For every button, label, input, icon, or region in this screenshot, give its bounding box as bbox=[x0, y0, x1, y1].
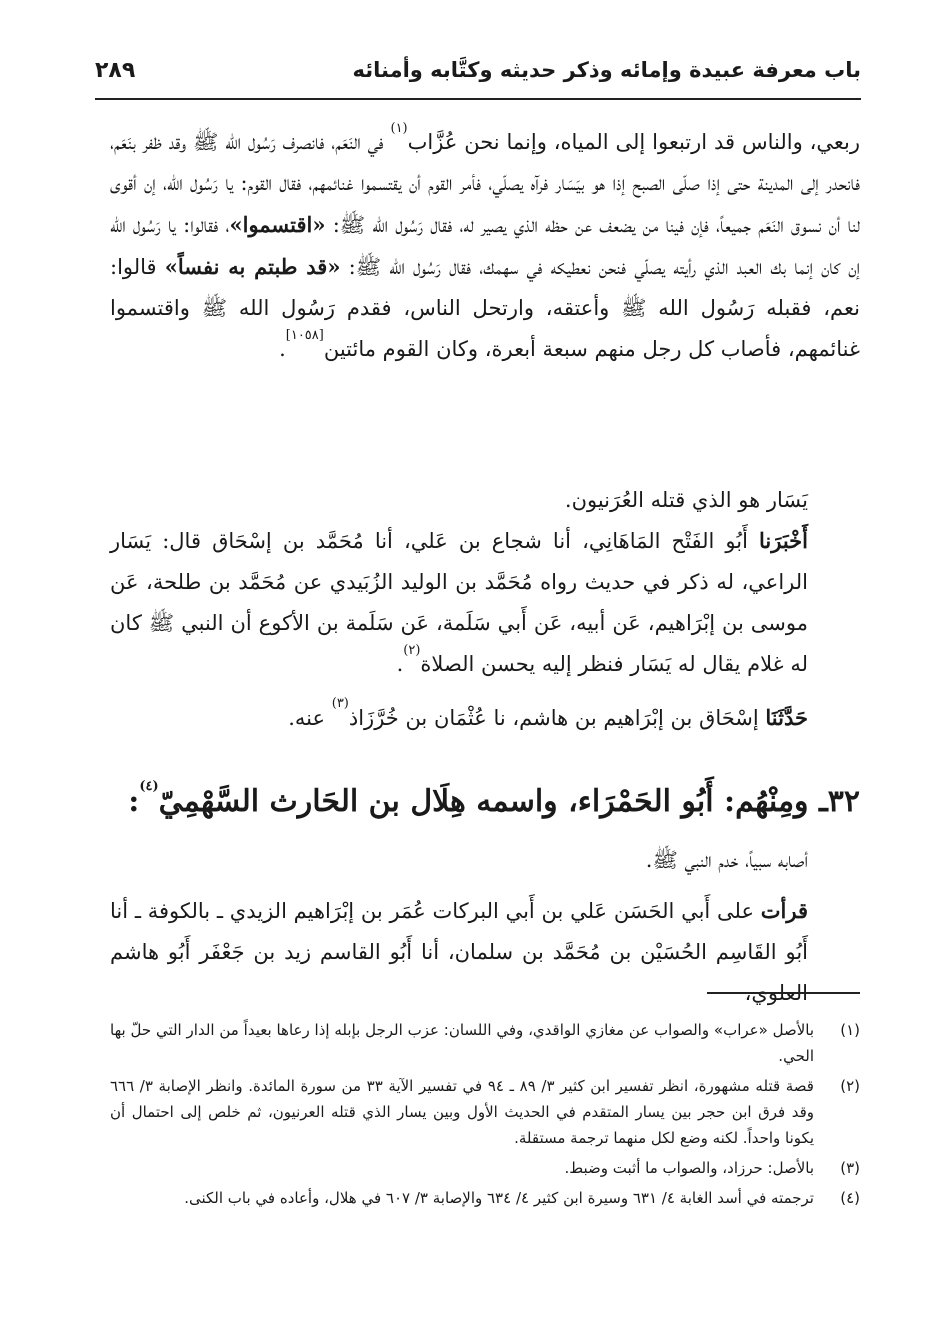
paragraph-2 bbox=[110, 480, 860, 521]
paragraph-text: ربعي، والناس قد ارتبعوا إلى المياه، وإنما نحن عُزَّاب bbox=[407, 130, 861, 154]
hadith-quote: «قد طبتم به نفساً» bbox=[164, 254, 341, 279]
paragraph-7 bbox=[110, 890, 860, 1014]
section-heading bbox=[110, 780, 860, 824]
footnote-number: (٣) bbox=[840, 1159, 860, 1177]
hadith-quote: «اقتسموا» bbox=[229, 212, 326, 237]
footnote-marker-1: (١) bbox=[390, 121, 408, 136]
paragraph-text: ، فقالوا: يا رَسُول الله إن كان إنما بك العبد الذي رأيته يصلّي فنحن نعطيكه في سهمك، فقال رَسُول الله ﷺ: bbox=[110, 213, 860, 279]
footnote-1 bbox=[110, 1017, 860, 1069]
paragraph-text: قالوا: نعم، فقبله رَسُول الله ﷺ وأعتقه، وارتحل الناس، فقدم رَسُول الله ﷺ واقتسموا غنائمهم، فأصاب كل رجل منهم سبعة أبعرة، وكان القوم مائتين bbox=[110, 255, 860, 361]
heading-end: : bbox=[128, 784, 140, 819]
paragraph-text: أَبُو الفَتْح المَاهَانِي، أنا شجاع بن عَلي، أنا مُحَمَّد بن إسْحَاق قال: يَسَار الراعي، له ذكر في حديث رواه مُحَمَّد بن الوليد الزُبَيدي عن مُحَمَّد بن طلحة، عَن موسى بن إبْرَاهيم، عَن أبيه، عَن أَبي سَلَمة، عَن سَلَمة بن الأكوع أن النبي ﷺ كان له غلام يقال له يَسَار فنظر إليه يحسن الصلاة bbox=[110, 529, 808, 676]
heading-text: ٣٢ـ ومِنْهُم: أَبُو الحَمْرَاء، واسمه هِلَال بن الحَارث السَّهْمِيّ bbox=[158, 784, 860, 819]
footnote-number: (٢) bbox=[840, 1077, 860, 1095]
isnad-lead-word: قرأت bbox=[760, 898, 808, 923]
paragraph-end: . bbox=[396, 652, 404, 676]
footnote-marker-4: (٤) bbox=[139, 779, 159, 794]
paragraph-end: . bbox=[279, 337, 286, 361]
paragraph-text: إسْحَاق بن إبْرَاهيم بن هاشم، نا عُثْمَان بن خُرَّزَاذ bbox=[348, 706, 766, 730]
footnote-text: بالأصل «عراب» والصواب عن مغازي الواقدي، وفي اللسان: عزب الرجل بإبله إذا رعاها بعيداً من الدار التي حلّ بها الحي. bbox=[110, 1021, 814, 1065]
footnote-marker-3: (٣) bbox=[331, 696, 349, 711]
paragraph-text: يَسَار هو الذي قتله العُرَنيون. bbox=[564, 488, 808, 512]
page-header bbox=[95, 52, 861, 100]
footnote-3 bbox=[110, 1155, 860, 1181]
footnote-number: (١) bbox=[840, 1021, 860, 1039]
isnad-lead-word: أَخْبَرَنا bbox=[759, 528, 808, 553]
reference-number: [١٠٥٨] bbox=[285, 328, 324, 343]
paragraph-4 bbox=[110, 697, 860, 739]
paragraph-text: عنه. bbox=[288, 706, 332, 730]
page-number: ٢٨٩ bbox=[95, 58, 136, 83]
footnote-4 bbox=[110, 1185, 860, 1211]
footnote-number: (٤) bbox=[840, 1189, 860, 1207]
paragraph-text: في النَعَم، فانصرف رَسُول الله ﷺ وقد ظفر بنَعَم، فانحدر إلى المدينة حتى إذا صلّى الصبح إذا هو بيَسَار فرآه يصلّي، فأمر القوم أن يقتسموا غنائمهم، فقال القوم: يا رَسُول الله، إن أقوى لنا أن نسوق النَعَم جميعاً، فإن فينا من يضعف عن حظه الذي يصير له، فقال رَسُول الله ﷺ: bbox=[110, 130, 860, 237]
footnote-text: ترجمته في أسد الغابة ٤/ ٦٣١ وسيرة ابن كثير ٤/ ٦٣٤ والإصابة ٣/ ٦٠٧ في هلال، وأعاده في باب الكنى. bbox=[184, 1189, 814, 1207]
paragraph-3 bbox=[110, 520, 860, 685]
footnote-text: بالأصل: حرزاد، والصواب ما أثبت وضبط. bbox=[564, 1159, 814, 1177]
paragraph-6 bbox=[110, 840, 860, 881]
paragraph-text: أصابه سبياً، خدم النبي ﷺ. bbox=[645, 848, 808, 872]
footnotes bbox=[110, 1017, 860, 1215]
footnote-separator bbox=[707, 992, 860, 994]
paragraph-1 bbox=[110, 122, 860, 370]
running-title: باب معرفة عبيدة وإمائه وذكر حديثه وكتَّابه وأمنائه bbox=[352, 58, 861, 82]
footnote-marker-2: (٢) bbox=[403, 643, 421, 658]
footnote-2 bbox=[110, 1073, 860, 1151]
paragraph-text: على أَبي الحَسَن عَلي بن أَبي البركات عُمَر بن إبْرَاهيم الزيدي ـ بالكوفة ـ أنا أَبُو القَاسِم الحُسَيْن بن مُحَمَّد بن سلمان، أنا أَبُو القاسم زيد بن جَعْفَر أَبُو هاشم العلوي، bbox=[110, 899, 808, 1005]
footnote-text: قصة قتله مشهورة، انظر تفسير ابن كثير ٣/ ٨٩ ـ ٩٤ في تفسير الآية ٣٣ من سورة المائدة. وانظر الإصابة ٣/ ٦٦٦ وقد فرق ابن حجر بين يسار المتقدم في الحديث الأول وبين يسار الذي قتله العرنيون، ثم خلص إلى احتمال أن يكونا واحداً. لكنه وضع لكل منهما ترجمة مستقلة. bbox=[110, 1077, 814, 1147]
isnad-lead-word: حَدَّثَنَا bbox=[765, 705, 808, 730]
